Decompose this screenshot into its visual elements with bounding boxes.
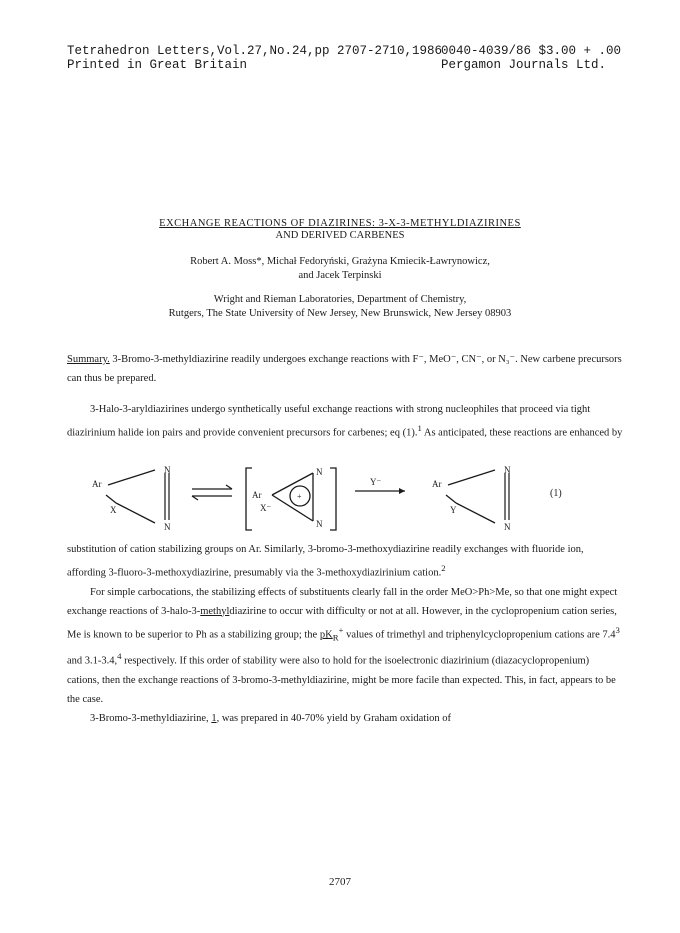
ref-2: 2 xyxy=(441,563,446,573)
para-2 xyxy=(67,540,623,583)
methyl-underlined: methyl xyxy=(200,605,230,617)
pkr-symbol: pK xyxy=(319,629,333,640)
ref-4: 4 xyxy=(117,651,122,662)
affiliation xyxy=(0,293,680,321)
para3-text-d: and 3.1-3.4, xyxy=(67,655,118,667)
header-publisher xyxy=(441,44,621,72)
scheme-y-minus: Y⁻ xyxy=(370,477,382,487)
scheme-n-mid-bottom: N xyxy=(316,519,323,529)
scheme-ar-left: Ar xyxy=(92,479,102,489)
page-number: 2707 xyxy=(329,876,351,888)
affiliation-line-1: Wright and Rieman Laboratories, Department of Chemistry, xyxy=(213,294,467,305)
scheme-plus: + xyxy=(297,492,302,501)
title-line-2: AND DERIVED CARBENES xyxy=(275,230,405,241)
compound-number: 1 xyxy=(211,712,217,724)
intro-text-b: As anticipated, these reactions are enhanced by xyxy=(421,427,623,439)
scheme-x-left: X xyxy=(110,505,117,515)
scheme-n-left-top: N xyxy=(164,465,171,475)
scheme-x-minus: X⁻ xyxy=(260,503,272,513)
authors-line-1: Robert A. Moss*, Michał Fedoryński, Grażyna Kmiecik-Ławrynowicz, xyxy=(190,256,490,267)
ref-1: 1 xyxy=(417,423,422,433)
affiliation-line-2: Rutgers, The State University of New Jersey, New Brunswick, New Jersey 08903 xyxy=(168,308,512,319)
scheme-n-right-top: N xyxy=(504,465,511,475)
author-list xyxy=(0,255,680,283)
scheme-n-mid-top: N xyxy=(316,467,323,477)
scheme-ar-right: Ar xyxy=(432,479,442,489)
equation-number: (1) xyxy=(550,488,562,499)
para4-text-b: , was prepared in 40-70% yield by Graham oxidation of xyxy=(216,712,451,724)
header-journal xyxy=(67,44,442,72)
reaction-scheme xyxy=(80,465,600,535)
issn-price: 0040-4039/86 $3.00 + .00 xyxy=(441,44,622,58)
para4-text-a: 3-Bromo-3-methyldiazirine, xyxy=(90,712,212,724)
summary-label: Summary. xyxy=(67,354,110,365)
body-text xyxy=(67,540,623,728)
pkr-superscript: + xyxy=(338,624,344,635)
publisher-name: Pergamon Journals Ltd. xyxy=(441,58,607,72)
pkr-subscript: R xyxy=(332,632,339,643)
summary-paragraph xyxy=(67,350,623,388)
para2-text: substitution of cation stabilizing groups on Ar. Similarly, 3-bromo-3-methoxydiazirine readily exchanges with fluoride ion, affording 3-fluoro-3-methoxydiazirine, presumably via the 3-methoxydiazirinium cation. xyxy=(67,544,584,579)
summary-text: 3-Bromo-3-methyldiazirine readily undergoes exchange reactions with F⁻, MeO⁻, CN⁻, or N₃⁻. New carbene precursors can thus be prepared. xyxy=(67,354,622,384)
scheme-y-right: Y xyxy=(450,505,457,515)
para3-text-a: For simple carbocations, the stabilizing effects of substituents clearly fall in the order MeO>Ph>Me, so that one might expect exchange reactions of 3-halo-3- xyxy=(67,586,618,617)
authors-line-2: and Jacek Terpinski xyxy=(298,270,382,281)
scheme-ar-mid: Ar xyxy=(252,490,262,500)
journal-citation: Tetrahedron Letters,Vol.27,No.24,pp 2707-2710,1986 xyxy=(67,44,443,58)
para3-text-b: diazirine to occur with difficulty or not at all. However, in the cyclopropenium cation series, Me is known to be superior to Ph as a stabilizing group; the xyxy=(67,605,617,640)
ref-3: 3 xyxy=(615,624,620,635)
scheme-n-right-bottom: N xyxy=(504,522,511,532)
intro-paragraph xyxy=(67,400,623,443)
printed-in: Printed in Great Britain xyxy=(67,58,248,72)
title-line-1: EXCHANGE REACTIONS OF DIAZIRINES: 3-X-3-METHYLDIAZIRINES xyxy=(159,218,521,229)
para3-text-e: respectively. If this order of stability were also to hold for the isoelectronic diazirinium (diazacyclopropenium) cations, then the exchange reactions of 3-bromo-3-methyldiazirine, might be more facile than expected. This, in fact, appears to be the case. xyxy=(67,655,616,705)
intro-text-a: 3-Halo-3-aryldiazirines undergo synthetically useful exchange reactions with strong nucleophiles that proceed via tight diazirinium halide ion pairs and provide convenient precursors for carbenes; eq (1). xyxy=(67,404,591,439)
para-3 xyxy=(67,583,623,709)
para3-text-c: values of trimethyl and triphenylcyclopropenium cations are 7.4 xyxy=(343,629,616,640)
para-4 xyxy=(67,709,623,728)
article-title xyxy=(0,218,680,242)
scheme-n-left-bottom: N xyxy=(164,522,171,532)
